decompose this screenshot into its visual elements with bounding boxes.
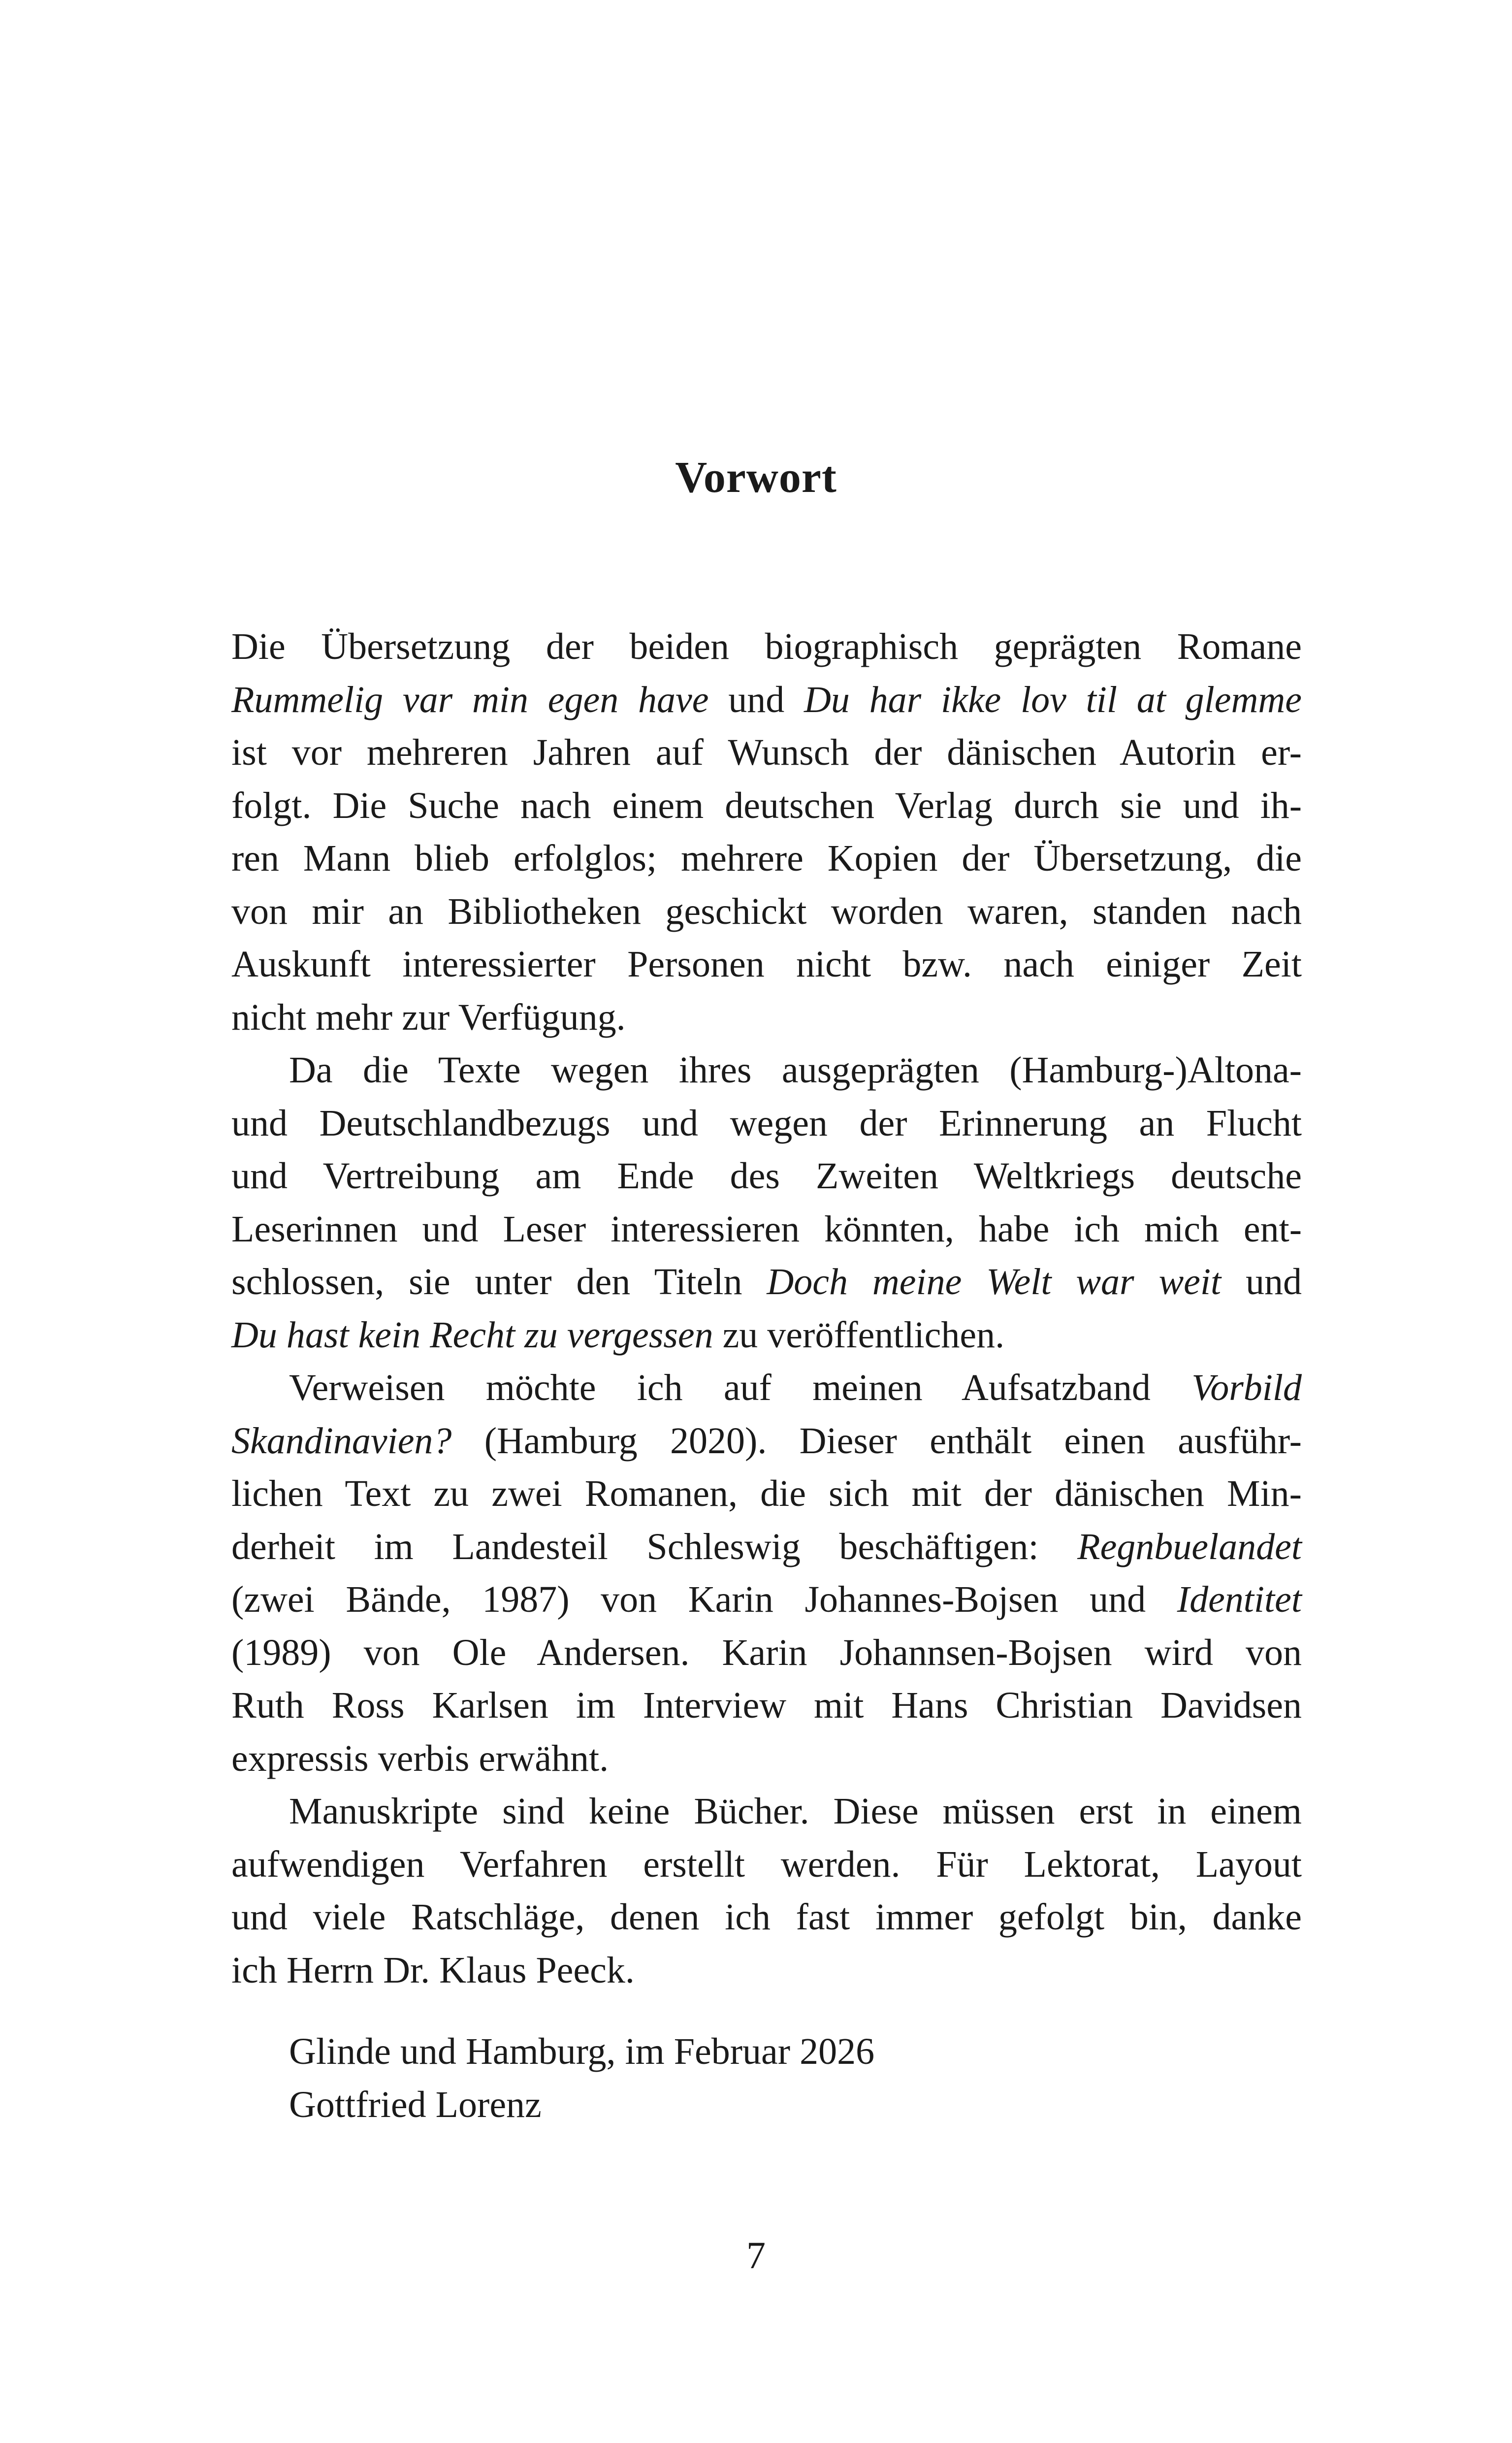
- text-line: [231, 1679, 1302, 1732]
- text-segment: ren Mann blieb erfolglos; mehrere Kopien der Übersetzung, die: [231, 838, 1302, 879]
- text-segment: derheit im Landesteil Schleswig beschäftigen:: [231, 1526, 1078, 1567]
- text-segment: schlossen, sie unter den Titeln: [231, 1261, 767, 1303]
- text-line: [231, 885, 1302, 939]
- text-line: [231, 780, 1302, 833]
- text-segment: und: [708, 679, 804, 720]
- text-segment: und viele Ratschläge, denen ich fast immer gefolgt bin, danke: [231, 1896, 1302, 1938]
- text-segment: und: [1221, 1261, 1302, 1303]
- page-title: Vorwort: [675, 453, 837, 502]
- text-line: [231, 1256, 1302, 1309]
- text-segment: von mir an Bibliotheken geschickt worden waren, standen nach: [231, 890, 1302, 932]
- italic-title-text: Doch meine Welt war weit: [767, 1261, 1222, 1303]
- text-line: [231, 1891, 1302, 1944]
- text-line: [231, 1573, 1302, 1627]
- italic-title-text: Regnbuelandet: [1077, 1526, 1302, 1567]
- text-segment: Verweisen möchte ich auf meinen Aufsatzband: [289, 1367, 1192, 1408]
- text-line: [231, 1044, 1302, 1097]
- text-segment: nicht mehr zur Verfügung.: [231, 996, 626, 1038]
- signature-place-date: Glinde und Hamburg, im Februar 2026: [289, 2031, 875, 2072]
- text-line: [231, 1521, 1302, 1574]
- text-segment: Die Übersetzung der beiden biographisch geprägten Romane: [231, 626, 1302, 667]
- preface-body: [231, 620, 1302, 1997]
- italic-title-text: Identitet: [1177, 1579, 1302, 1620]
- text-segment: Da die Texte wegen ihres ausgeprägten (Hamburg-)Altona-: [289, 1049, 1302, 1091]
- text-segment: Ruth Ross Karlsen im Interview mit Hans Christian Davidsen: [231, 1685, 1302, 1726]
- italic-title-text: Skandinavien?: [231, 1420, 452, 1462]
- text-segment: Leserinnen und Leser interessieren könnten, habe ich mich ent-: [231, 1208, 1302, 1250]
- text-segment: und Deutschlandbezugs und wegen der Erinnerung an Flucht: [231, 1102, 1302, 1144]
- text-line: [231, 674, 1302, 727]
- italic-title-text: Du hast kein Recht zu vergessen: [231, 1314, 713, 1356]
- text-segment: (1989) von Ole Andersen. Karin Johannsen-Bojsen wird von: [231, 1631, 1302, 1673]
- text-line: [231, 1467, 1302, 1521]
- italic-title-text: Rummelig var min egen have: [231, 679, 709, 720]
- text-line: [231, 1150, 1302, 1203]
- text-line: [231, 1203, 1302, 1256]
- italic-title-text: Du har ikke lov til at glemme: [804, 679, 1302, 720]
- text-segment: aufwendigen Verfahren erstellt werden. Für Lektorat, Layout: [231, 1843, 1302, 1885]
- text-line: [231, 726, 1302, 780]
- text-segment: (zwei Bände, 1987) von Karin Johannes-Bojsen und: [231, 1579, 1177, 1620]
- text-segment: (Hamburg 2020). Dieser enthält einen ausführ-: [451, 1420, 1302, 1462]
- text-segment: und Vertreibung am Ende des Zweiten Weltkriegs deutsche: [231, 1155, 1302, 1197]
- text-line: [231, 991, 1302, 1044]
- text-segment: expressis verbis erwähnt.: [231, 1737, 609, 1779]
- text-line: [231, 1627, 1302, 1680]
- text-line: [231, 1838, 1302, 1891]
- text-line: [231, 1415, 1302, 1468]
- text-line: [231, 1732, 1302, 1786]
- text-line: [231, 832, 1302, 885]
- signature-block: [289, 2025, 874, 2131]
- text-line: [231, 938, 1302, 991]
- text-line: [231, 1944, 1302, 1997]
- text-line: [231, 1362, 1302, 1415]
- text-segment: Manuskripte sind keine Bücher. Diese müssen erst in einem: [289, 1791, 1302, 1832]
- text-segment: ich Herrn Dr. Klaus Peeck.: [231, 1949, 635, 1991]
- signature-name: Gottfried Lorenz: [289, 2084, 542, 2125]
- text-segment: folgt. Die Suche nach einem deutschen Verlag durch sie und ih-: [231, 784, 1302, 826]
- italic-title-text: Vorbild: [1191, 1367, 1302, 1408]
- text-segment: ist vor mehreren Jahren auf Wunsch der dänischen Autorin er-: [231, 732, 1302, 773]
- page-number: 7: [746, 2234, 766, 2277]
- text-segment: zu veröffentlichen.: [713, 1314, 1005, 1356]
- text-segment: lichen Text zu zwei Romanen, die sich mit der dänischen Min-: [231, 1473, 1302, 1514]
- text-line: [231, 1309, 1302, 1362]
- text-line: [231, 1097, 1302, 1150]
- text-segment: Auskunft interessierter Personen nicht bzw. nach einiger Zeit: [231, 944, 1302, 985]
- text-line: [231, 620, 1302, 674]
- text-line: [231, 1785, 1302, 1838]
